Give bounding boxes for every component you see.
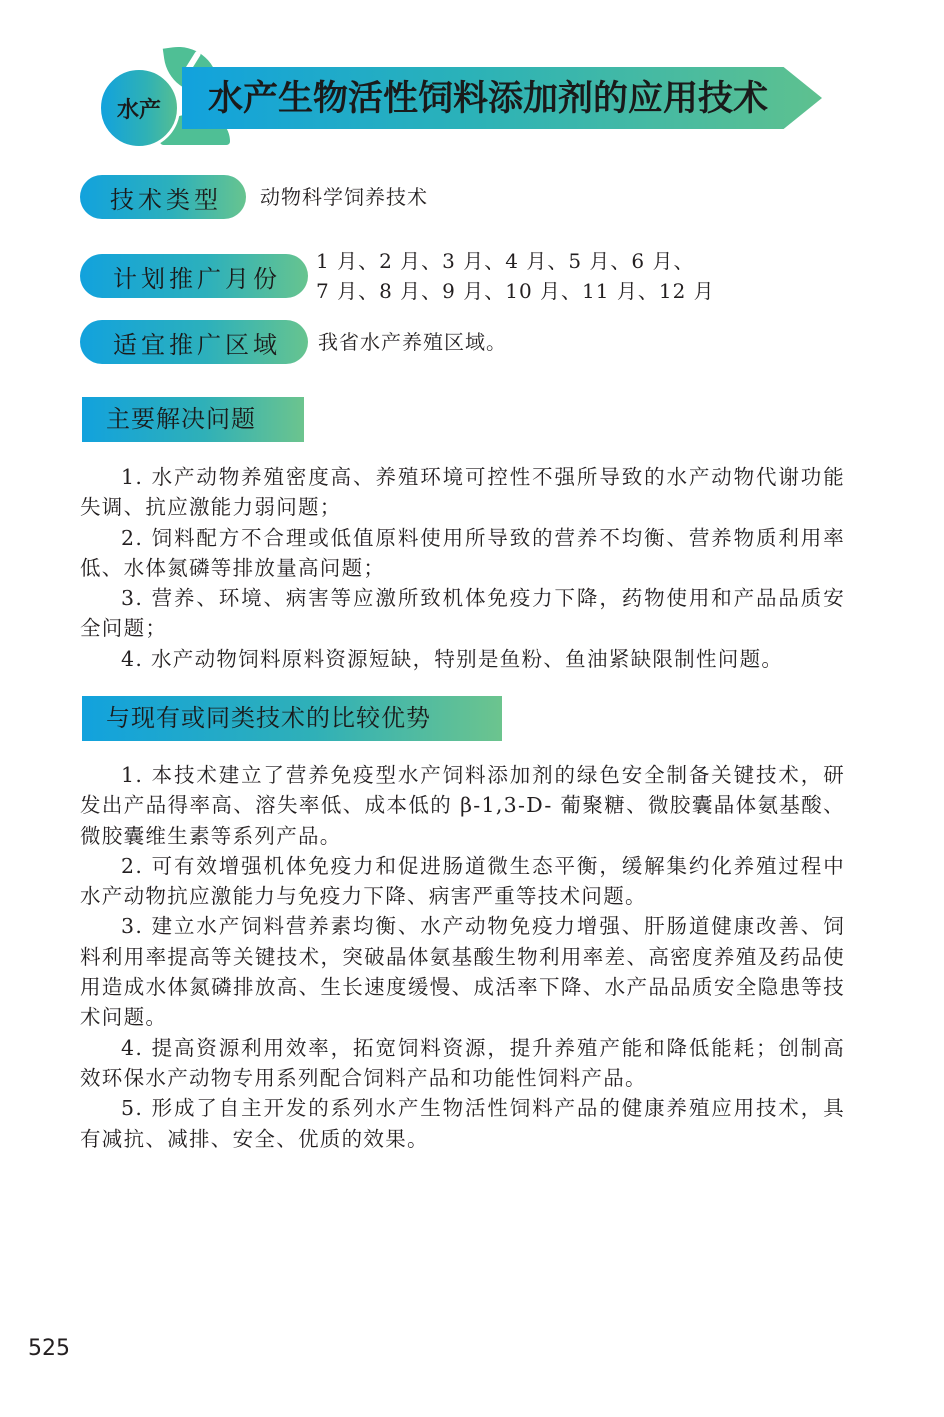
page-number: 525 [28,1336,70,1361]
paragraph: 1. 本技术建立了营养免疫型水产饲料添加剂的绿色安全制备关键技术，研发出产品得率高、溶失率低、成本低的 β-1,3-D- 葡聚糖、微胶囊晶体氨基酸、微胶囊维生素等系列产品。 [80,763,845,848]
category-badge [98,67,180,149]
value-line: 我省水产养殖区域。 [318,330,507,354]
info-label-tech-type: 技术类型 [80,175,246,219]
value-line: 1 月、2 月、3 月、4 月、5 月、6 月、 [316,249,695,273]
page-title: 水产生物活性饲料添加剂的应用技术 [208,79,769,119]
info-label-region: 适宜推广区域 [80,320,308,364]
section-body-advantages [80,760,845,1154]
value-line: 动物科学饲养技术 [260,185,428,209]
section-heading-advantages: 与现有或同类技术的比较优势 [82,696,502,741]
section-heading-problems: 主要解决问题 [82,397,304,442]
info-value-region [318,327,507,357]
section-body-problems [80,462,845,674]
category-label: 水产 [116,97,161,123]
paragraph: 1. 水产动物养殖密度高、养殖环境可控性不强所导致的水产动物代谢功能失调、抗应激能力弱问题； [80,465,845,520]
paragraph: 5. 形成了自主开发的系列水产生物活性饲料产品的健康养殖应用技术，具有减抗、减排、安全、优质的效果。 [80,1096,845,1151]
paragraph: 4. 水产动物饲料原料资源短缺，特别是鱼粉、鱼油紧缺限制性问题。 [121,646,784,671]
info-row-months [80,246,715,306]
info-row-region [80,320,507,364]
paragraph: 3. 建立水产饲料营养素均衡、水产动物免疫力增强、肝肠道健康改善、饲料利用率提高等关键技术，突破晶体氨基酸生物利用率差、高密度养殖及药品使用造成水体氮磷排放高、生长速度缓慢、成活率下降、水产品品质安全隐患等技术问题。 [80,914,845,1030]
value-line: 7 月、8 月、9 月、10 月、11 月、12 月 [316,279,715,303]
info-row-tech-type [80,175,428,219]
info-label-months: 计划推广月份 [80,254,308,298]
paragraph: 2. 可有效增强机体免疫力和促进肠道微生态平衡，缓解集约化养殖过程中水产动物抗应激能力与免疫力下降、病害严重等技术问题。 [80,853,845,909]
info-value-tech-type [260,182,428,212]
paragraph: 3. 营养、环境、病害等应激所致机体免疫力下降，药物使用和产品品质安全问题； [80,586,845,641]
paragraph: 2. 饲料配方不合理或低值原料使用所导致的营养不均衡、营养物质利用率低、水体氮磷等排放量高问题； [80,525,845,580]
info-value-months [316,246,715,306]
title-banner [98,45,843,147]
paragraph: 4. 提高资源利用效率，拓宽饲料资源，提升养殖产能和降低能耗；创制高效环保水产动物专用系列配合饲料产品和功能性饲料产品。 [80,1035,845,1090]
